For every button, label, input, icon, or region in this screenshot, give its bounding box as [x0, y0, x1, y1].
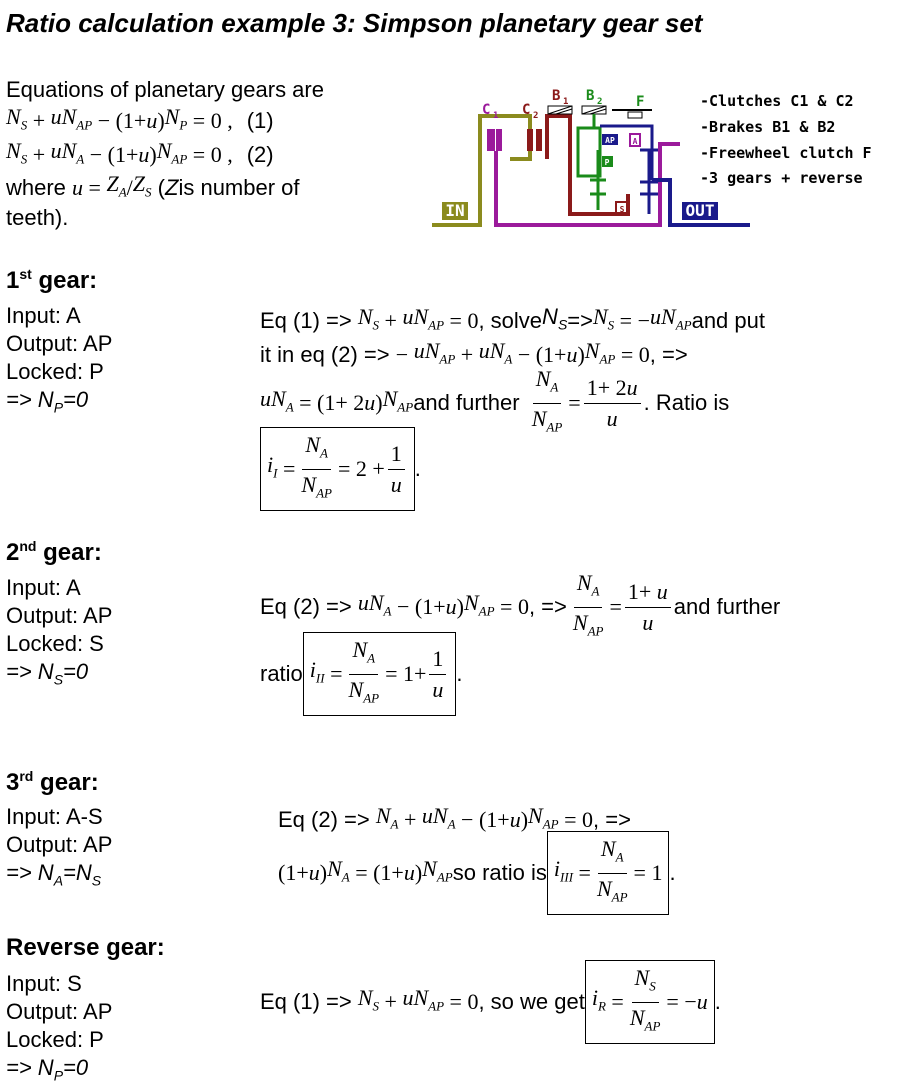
output-label: OUT	[685, 201, 715, 220]
first-gear-conditions: Input: A Output: AP Locked: P => $N_P=0$	[6, 303, 113, 416]
svg-text:AP: AP	[605, 136, 615, 145]
input-label: IN	[445, 201, 465, 220]
equation-2: $N_S$ + $uN_A$ − (1+ u ) $N_{AP}$ = 0 , (2)	[6, 137, 274, 167]
svg-text:P: P	[604, 158, 610, 167]
c2-label: C	[522, 102, 531, 118]
reverse-gear-derivation: Eq (1) => $N_S$ + $uN_{AP}$ = 0 , so we get $i_R$ = $\frac{N_S}{N_{AP}}$ = − u .	[260, 966, 721, 1038]
b1-subscript: 1	[563, 97, 569, 107]
c1-plate-2	[496, 129, 502, 151]
teeth-line: teeth).	[6, 205, 69, 230]
f-label: F	[636, 94, 645, 110]
third-gear-heading: 3rd gear:	[6, 768, 99, 796]
note-brakes: -Brakes B1 & B2	[700, 118, 836, 136]
equation-1: $N_S$ + $uN_{AP}$ − (1+ u ) $N_P$ = 0 , (1)	[6, 103, 274, 133]
b2-subscript: 2	[597, 97, 603, 107]
reverse-gear-ratio-box: $i_R$ = $\frac{N_S}{N_{AP}}$ = − u	[585, 960, 715, 1044]
first-gear-ratio-box: $i_I$ = $\frac{N_A}{N_{AP}}$ = 2 + $\frac{1}{u}$	[260, 427, 415, 511]
intro-line1: Equations of planetary gears are	[6, 77, 324, 102]
third-gear-conditions: Input: A-S Output: AP => $N_A=N_S$	[6, 804, 113, 889]
page-title: Ratio calculation example 3: Simpson planetary gear set	[6, 8, 703, 38]
c1-label: C	[482, 102, 491, 118]
second-gear-heading: 2nd gear:	[6, 538, 102, 566]
b1-label: B	[552, 88, 561, 104]
c2-plate	[527, 129, 533, 151]
c1-plate	[487, 129, 495, 151]
c2-subscript: 2	[533, 111, 539, 121]
simpson-gear-diagram	[430, 84, 895, 234]
note-gears: -3 gears + reverse	[700, 169, 863, 187]
where-line: where u = $Z_A$ / $Z_S$ ( Z is number of	[6, 170, 300, 200]
first-gear-derivation: Eq (1) => $N_S$ + $uN_{AP}$ = 0 , solve $N_S$ => $N_S$ = − $uN_{AP}$ and put it in eq (2) => − $uN_{AP}$ + $uN_A$ − (1+ u ) $N_{AP}$ = 0 , => $uN_A$ = (1+ 2 u ) $N_{AP}$ and further $\frac{N_A}{N_{AP}}$ = $\frac{1+ 2u}{u}$ . Ratio is $i_I$ = $\frac{N_A}{N_{AP}}$ = 2 + $\frac{1}{u}$ .	[260, 304, 765, 504]
b2-label: B	[586, 88, 595, 104]
second-gear-ratio-box: $i_{II}$ = $\frac{N_A}{N_{AP}}$ = 1+ $\frac{1}{u}$	[303, 632, 457, 716]
second-gear-derivation: Eq (2) => $uN_A$ − (1+ u ) $N_{AP}$ = 0 , => $\frac{N_A}{N_{AP}}$ = $\frac{1+ u}{u}$ and further ratio $i_{II}$ = $\frac{N_A}{N_{AP}}$ = 1+ $\frac{1}{u}$ .	[260, 576, 780, 710]
freewheel-clutch	[628, 112, 642, 118]
svg-text:S: S	[619, 205, 625, 214]
reverse-gear-conditions: Input: S Output: AP Locked: P => $N_P=0$	[6, 971, 113, 1084]
note-clutches: -Clutches C1 & C2	[700, 92, 854, 110]
note-freewheel: -Freewheel clutch F	[700, 144, 872, 162]
c2-plate-2	[536, 129, 542, 151]
first-gear-heading: 1st gear:	[6, 266, 98, 294]
third-gear-ratio-box: $i_{III}$ = $\frac{N_A}{N_{AP}}$ = 1	[547, 831, 670, 915]
intro-text	[6, 76, 324, 232]
third-gear-derivation: Eq (2) => $N_A$ + $uN_A$ − (1+ u ) $N_{AP}$ = 0 , => (1+ u ) $N_A$ = (1+ u ) $N_{AP}$ so ratio is $i_{III}$ = $\frac{N_A}{N_{AP}}$ = 1 .	[278, 803, 676, 909]
c1-subscript: 1	[493, 111, 499, 121]
sun-shaft	[547, 116, 628, 214]
svg-text:A: A	[632, 137, 638, 146]
second-gear-conditions: Input: A Output: AP Locked: S => $N_S=0$	[6, 575, 113, 688]
reverse-gear-heading: Reverse gear:	[6, 934, 165, 961]
diagram-notes	[700, 92, 872, 187]
